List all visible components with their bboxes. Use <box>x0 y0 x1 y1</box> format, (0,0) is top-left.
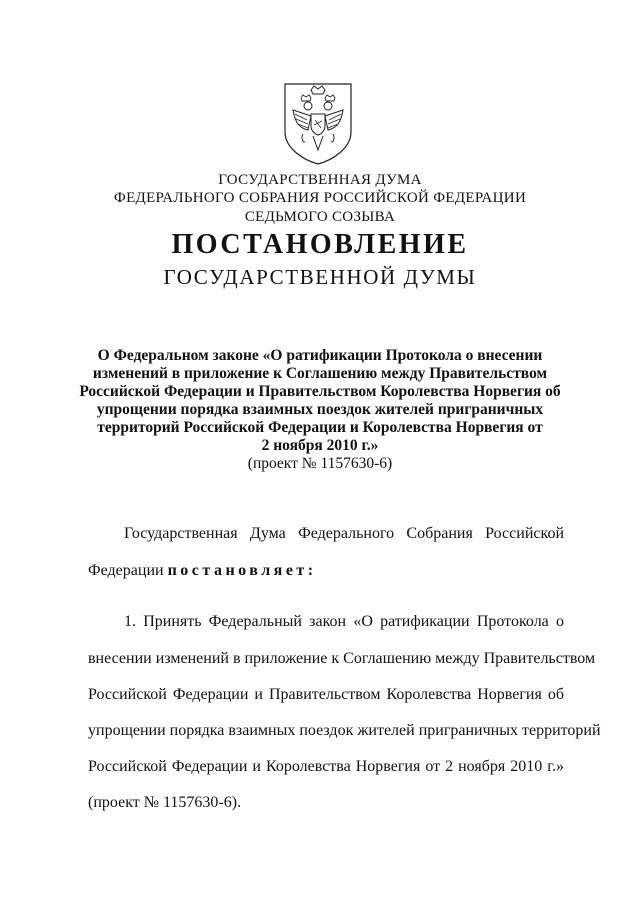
title-line-6: 2 ноября 2010 г.» <box>261 437 379 454</box>
coat-of-arms-emblem <box>281 80 355 166</box>
project-number: (проект № 1157630-6) <box>247 455 393 472</box>
item1-line-3: Российской Федерации и Правительством Королевства Норвегия об <box>88 686 564 703</box>
document-subtype: ГОСУДАРСТВЕННОЙ ДУМЫ <box>163 265 477 289</box>
title-line-5: территорий Российской Федерации и Королевства Норвегия от <box>97 419 543 436</box>
item1-line-5: Российской Федерации и Королевства Норвегия от 2 ноября 2010 г.» <box>88 758 564 775</box>
org-line-2: ФЕДЕРАЛЬНОГО СОБРАНИЯ РОССИЙСКОЙ ФЕДЕРАЦИИ <box>113 190 527 206</box>
title-line-4: упрощении порядка взаимных поездок жителей приграничных <box>96 401 544 418</box>
preamble-prefix: Федерации <box>88 562 164 579</box>
org-line-1: ГОСУДАРСТВЕННАЯ ДУМА <box>218 172 422 188</box>
org-line-3: СЕДЬМОГО СОЗЫВА <box>244 209 396 225</box>
item1-line-1: 1. Принять Федеральный закон «О ратификации Протокола о <box>124 613 564 630</box>
item1-line-2: внесении изменений в приложение к Соглашению между Правительством <box>88 650 596 667</box>
preamble-line-1: Государственная Дума Федерального Собрания Российской <box>124 525 564 542</box>
title-line-1: О Федеральном законе «О ратификации Протокола о внесении <box>97 347 543 364</box>
preamble-line-2 <box>88 562 564 580</box>
document-type: ПОСТАНОВЛЕНИЕ <box>171 229 469 260</box>
title-line-3: Российской Федерации и Правительством Королевства Норвегия об <box>79 383 561 400</box>
title-line-2: изменений в приложение к Соглашению между Правительством <box>92 365 548 382</box>
decree-verb: постановляет: <box>167 562 317 579</box>
item1-line-4: упрощении порядка взаимных поездок жителей приграничных территорий <box>88 722 601 739</box>
item1-line-6: (проект № 1157630-6). <box>88 794 242 811</box>
